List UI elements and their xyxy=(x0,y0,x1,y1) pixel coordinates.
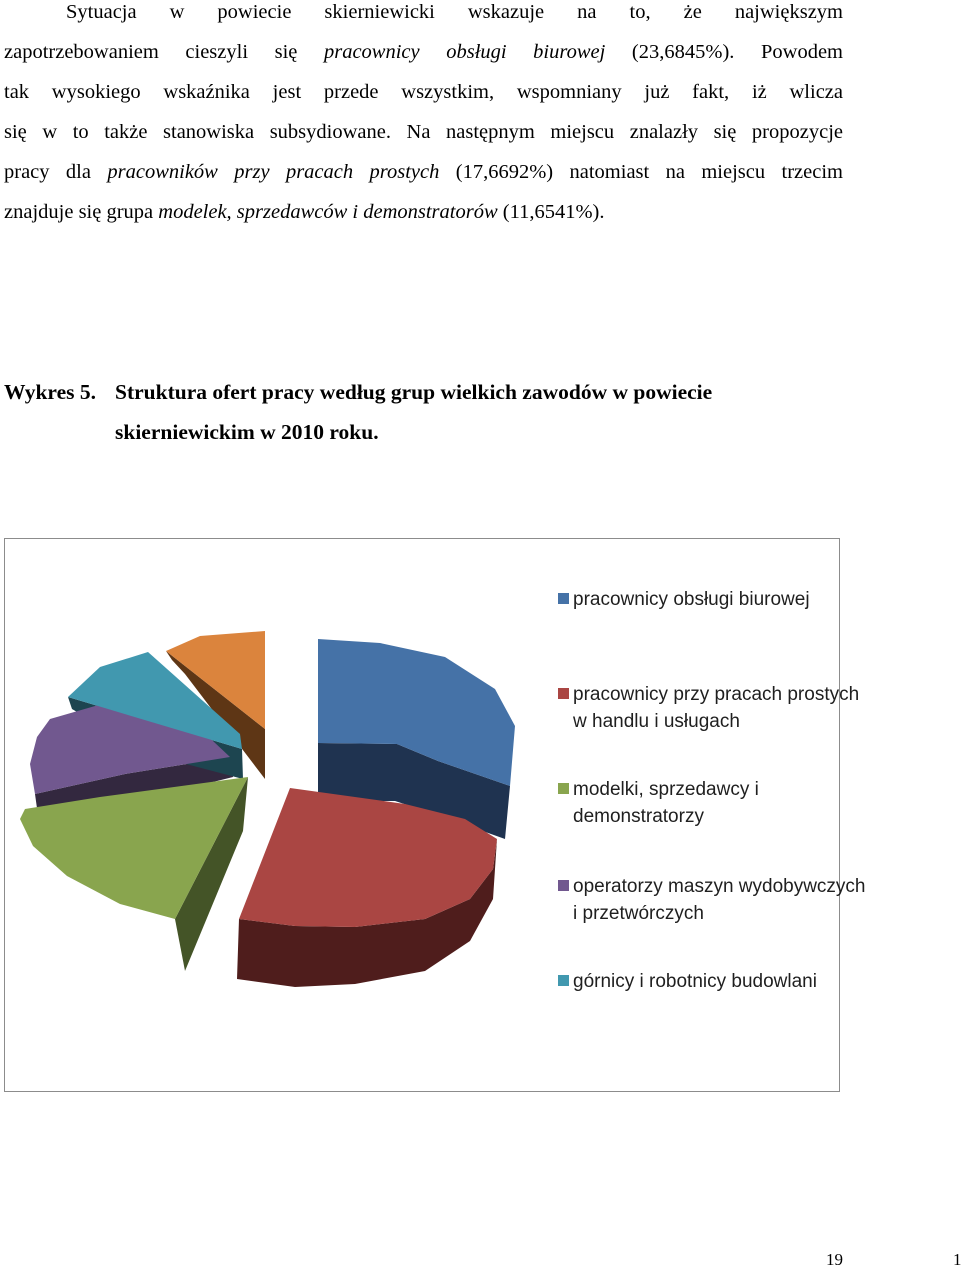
legend-label-sprzedawcy: modelki, sprzedawcy i xyxy=(573,779,759,800)
legend-swatch-biurowej xyxy=(558,593,569,604)
legend-label-prostych: pracownicy przy pracach prostych xyxy=(573,684,860,705)
figure-caption-line-1: Struktura ofert pracy według grup wielkich zawodów w powiecie xyxy=(115,380,713,404)
legend-label-biurowej: pracownicy obsługi biurowej xyxy=(573,589,810,610)
legend-label-sprzedawcy-line-2: demonstratorzy xyxy=(573,806,704,827)
pie-chart xyxy=(4,538,866,1092)
legend-label-operatorzy-line-2: i przetwórczych xyxy=(573,903,704,924)
paragraph-line-1: Sytuacja w powiecie skierniewicki wskazuje na to, że największym xyxy=(66,1,843,23)
paragraph-line-6: znajduje się grupa modelek, sprzedawców i demonstratorów (11,6541%). xyxy=(4,201,605,223)
paragraph-line-4: się w to także stanowiska subsydiowane. Na następnym miejscu znalazły się propozycje xyxy=(4,121,843,143)
body-paragraph xyxy=(4,0,843,232)
legend-swatch-sprzedawcy xyxy=(558,783,569,794)
legend-swatch-gornicy xyxy=(558,975,569,986)
paragraph-line-3: tak wysokiego wskaźnika jest przede wszystkim, wspomniany już fakt, iż wlicza xyxy=(4,81,843,103)
legend-swatch-prostych xyxy=(558,688,569,699)
page-number-edge: 1 xyxy=(953,1250,962,1269)
pie-chart-svg xyxy=(5,539,866,1093)
figure-caption-label: Wykres 5. xyxy=(4,380,96,404)
legend-label-prostych-line-2: w handlu i usługach xyxy=(573,711,740,732)
legend-swatch-operatorzy xyxy=(558,880,569,891)
legend-label-operatorzy: operatorzy maszyn wydobywczych xyxy=(573,876,866,897)
paragraph-line-2: zapotrzebowaniem cieszyli się pracownicy obsługi biurowej (23,6845%). Powodem xyxy=(4,41,843,63)
legend-label-gornicy: górnicy i robotnicy budowlani xyxy=(573,971,817,992)
figure-caption-line-2: skierniewickim w 2010 roku. xyxy=(115,420,379,444)
paragraph-line-5: pracy dla pracowników przy pracach prostych (17,6692%) natomiast na miejscu trzecim xyxy=(4,161,843,183)
page-number: 19 xyxy=(826,1250,843,1269)
